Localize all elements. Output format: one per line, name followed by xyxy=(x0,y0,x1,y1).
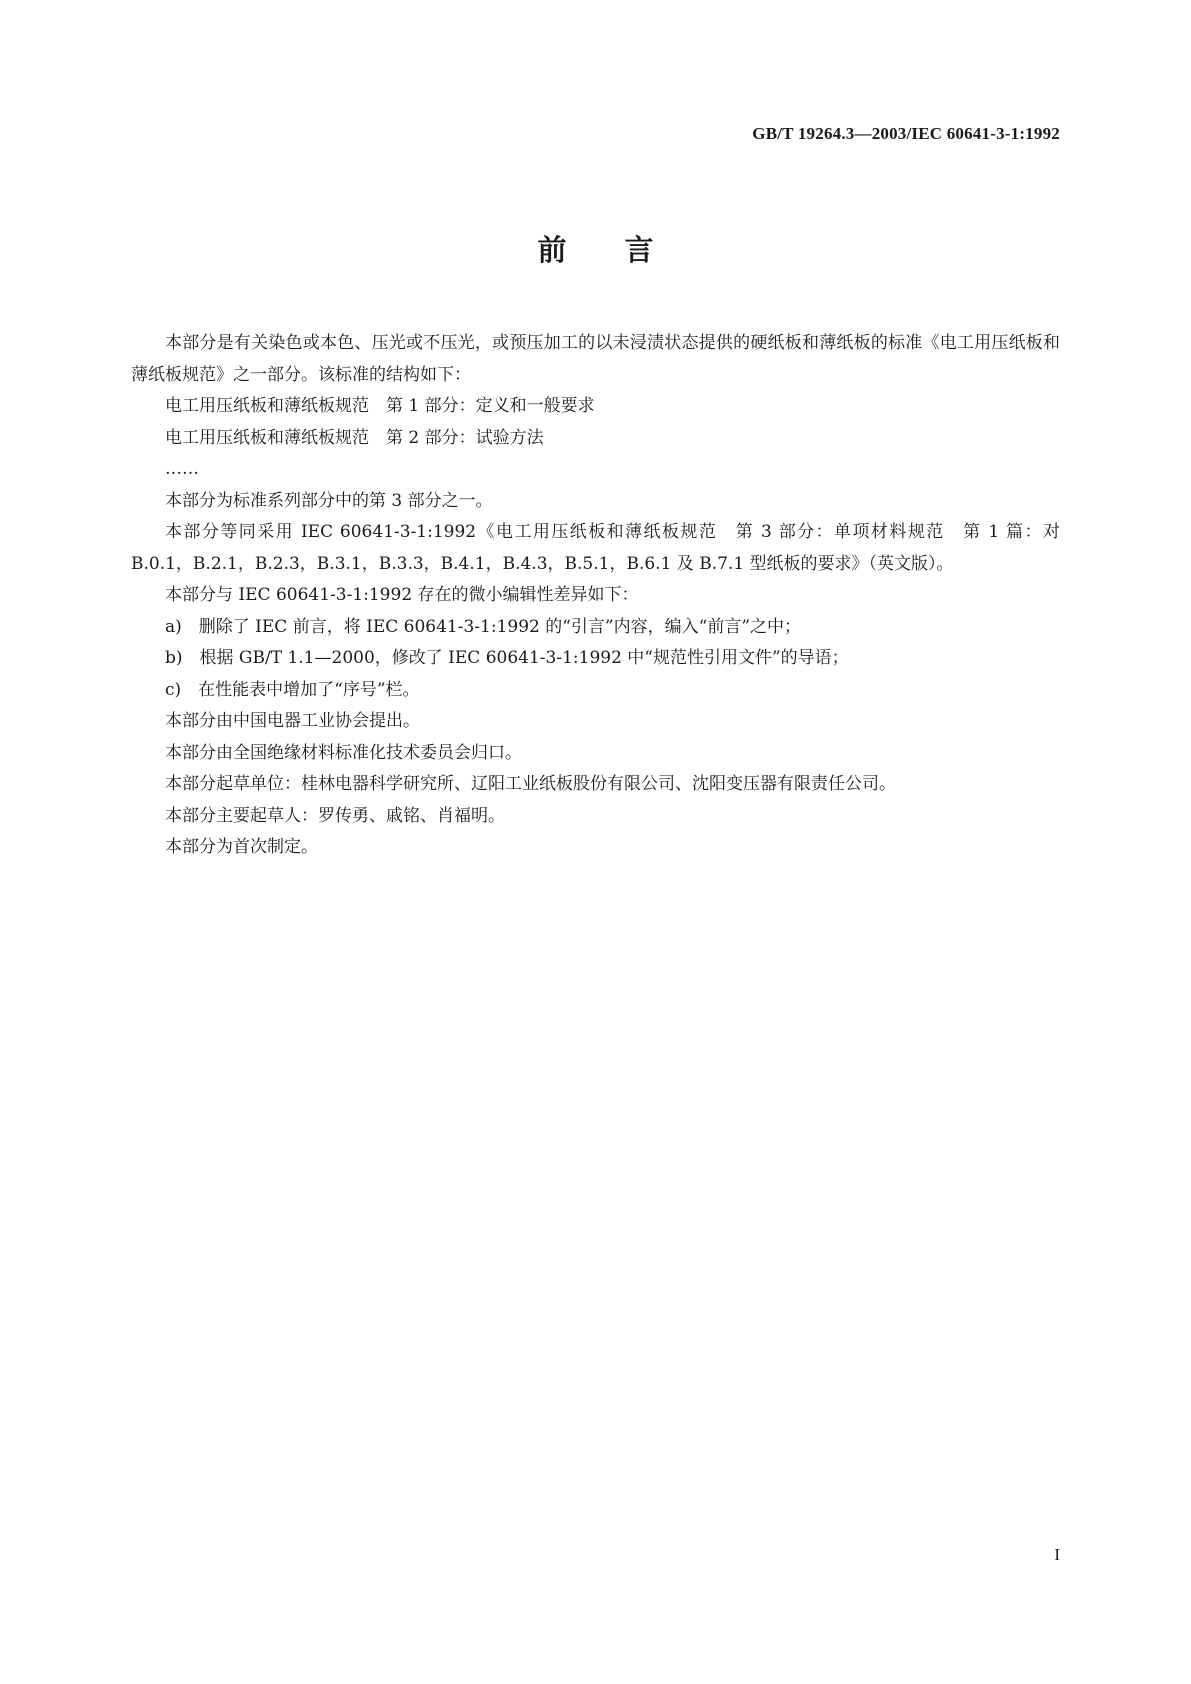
page-title: 前言 xyxy=(537,233,712,267)
difference-item-b: b) 根据 GB/T 1.1—2000，修改了 IEC 60641-3-1:1992 中“规范性引用文件”的导语； xyxy=(165,648,849,668)
paragraph-differences: 本部分与 IEC 60641-3-1:1992 存在的微小编辑性差异如下： xyxy=(165,585,639,605)
paragraph-intro: 本部分是有关染色或本色、压光或不压光，或预压加工的以未浸渍状态提供的硬纸板和薄纸板的标准《电工用压纸板和薄纸板规范》之一部分。该标准的结构如下： xyxy=(131,333,1060,385)
paragraph-part2: 电工用压纸板和薄纸板规范 第 2 部分：试验方法 xyxy=(165,427,544,448)
paragraph-proposer: 本部分由中国电器工业协会提出。 xyxy=(165,711,420,731)
paragraph-series: 本部分为标准系列部分中的第 3 部分之一。 xyxy=(165,490,493,511)
paragraph-committee: 本部分由全国绝缘材料标准化技术委员会归口。 xyxy=(165,742,522,763)
difference-item-c: c) 在性能表中增加了“序号”栏。 xyxy=(165,679,420,700)
standard-code: GB/T 19264.3—2003/IEC 60641-3-1:1992 xyxy=(752,124,1060,143)
paragraph-equivalence: 本部分等同采用 IEC 60641-3-1:1992《电工用压纸板和薄纸板规范 第 3 部分：单项材料规范 第 1 篇：对 B.0.1，B.2.1，B.2.3，B.3.1，B.3.3，B.4.1，B.4.3，B.5.1，B.6.1 及 B.7.1 型纸板的要求》（英文版）。 xyxy=(131,522,1060,574)
paragraph-drafters: 本部分主要起草人：罗传勇、戚铭、肖福明。 xyxy=(165,805,505,826)
paragraph-first-edition: 本部分为首次制定。 xyxy=(165,837,318,857)
foreword-body xyxy=(131,328,1060,864)
paragraph-drafting-units: 本部分起草单位：桂林电器科学研究所、辽阳工业纸板股份有限公司、沈阳变压器有限责任公司。 xyxy=(165,774,896,794)
page-number: I xyxy=(1054,1545,1060,1564)
difference-item-a: a) 删除了 IEC 前言，将 IEC 60641-3-1:1992 的“引言”内容，编入“前言”之中； xyxy=(165,616,802,637)
paragraph-part1: 电工用压纸板和薄纸板规范 第 1 部分：定义和一般要求 xyxy=(165,396,595,416)
paragraph-ellipsis: …… xyxy=(165,459,199,479)
